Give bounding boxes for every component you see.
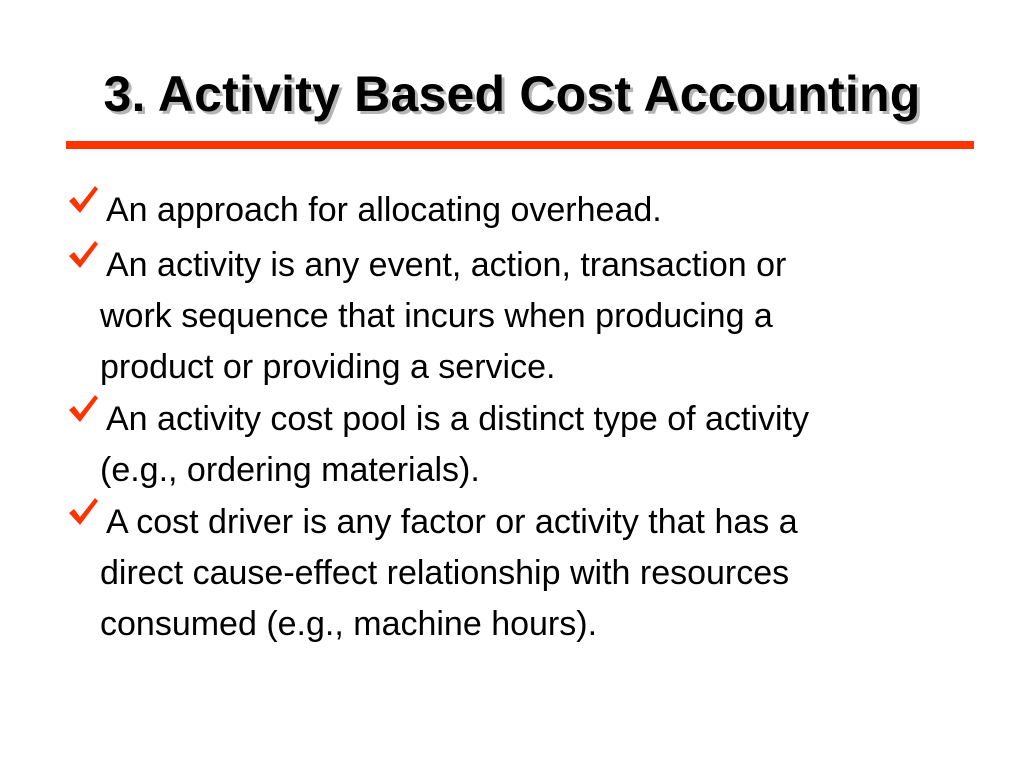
bullet-text xyxy=(100,240,966,393)
title-underline xyxy=(66,141,974,149)
bullet-item xyxy=(66,394,966,496)
checkmark-icon xyxy=(66,238,100,272)
checkmark-icon xyxy=(66,183,100,217)
bullet-item xyxy=(66,240,966,393)
bullet-line: (e.g., ordering materials). xyxy=(100,451,480,489)
checkmark-icon xyxy=(66,495,100,529)
bullet-line: An approach for allocating overhead. xyxy=(106,191,662,229)
bullet-line: An activity is any event, action, transaction or xyxy=(106,246,787,284)
bullet-item xyxy=(66,497,966,650)
bullet-text xyxy=(100,497,966,650)
bullet-line: direct cause-effect relationship with resources xyxy=(100,554,790,592)
bullet-line: consumed (e.g., machine hours). xyxy=(100,605,598,643)
bullet-text xyxy=(100,394,966,496)
bullet-line: product or providing a service. xyxy=(100,348,556,386)
slide-title: 3. Activity Based Cost Accounting xyxy=(103,66,921,122)
bullet-line: A cost driver is any factor or activity that has a xyxy=(106,503,798,541)
bullet-line: An activity cost pool is a distinct type of activity xyxy=(106,400,809,438)
bullet-item xyxy=(66,185,966,236)
bullet-text xyxy=(100,185,966,236)
bullet-line: work sequence that incurs when producing a xyxy=(100,297,773,335)
checkmark-icon xyxy=(66,392,100,426)
